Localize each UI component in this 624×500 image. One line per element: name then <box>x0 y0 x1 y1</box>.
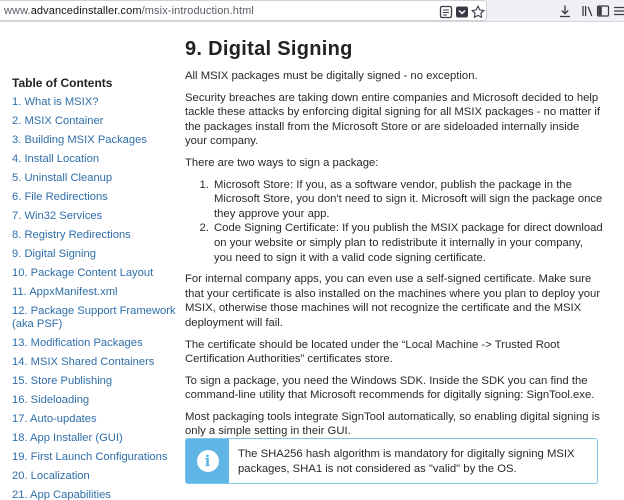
bookmark-star-icon[interactable] <box>470 4 486 20</box>
toc-item[interactable]: 17. Auto-updates <box>12 413 97 425</box>
menu-icon[interactable] <box>611 3 624 19</box>
url-text[interactable] <box>4 5 254 17</box>
signing-methods-list <box>212 178 603 266</box>
certificate-store-paragraph: The certificate should be located under the “Local Machine -> Trusted Root Certification Authorities” certificates store. <box>185 338 560 366</box>
toc-title: Table of Contents <box>12 76 113 90</box>
info-callout <box>185 438 598 484</box>
toc-item[interactable]: 2. MSIX Container <box>12 115 104 127</box>
windows-sdk-paragraph: To sign a package, you need the Windows SDK. Inside the SDK you can find the command-line utility that Microsoft recommends for digitally signing: SignTool.exe. <box>185 374 595 402</box>
toc-item[interactable]: 18. App Installer (GUI) <box>12 432 123 444</box>
toc-item[interactable]: 6. File Redirections <box>12 191 108 203</box>
toc-list <box>12 96 178 500</box>
toc-item[interactable]: 19. First Launch Configurations <box>12 451 168 463</box>
packaging-tools-paragraph: Most packaging tools integrate SignTool automatically, so enabling digital signing is only a simple setting in their GUI. <box>185 410 600 438</box>
toc-item[interactable]: 21. App Capabilities <box>12 489 111 500</box>
callout-text: The SHA256 hash algorithm is mandatory for digitally signing MSIX packages, SHA1 is not considered as "valid" by the OS. <box>238 448 575 475</box>
toc-item[interactable]: 8. Registry Redirections <box>12 229 131 241</box>
main-content <box>185 36 603 446</box>
list-item: 1. Microsoft Store: If you, as a software vendor, publish the package in the Microsoft Store, you don't need to sign it. Microsoft will sign the package once they approve your app. <box>212 178 603 222</box>
toc-item[interactable]: 11. AppxManifest.xml <box>12 286 118 298</box>
toc-item[interactable]: 9. Digital Signing <box>12 248 96 260</box>
toc-item[interactable]: 10. Package Content Layout <box>12 267 154 279</box>
toc-item[interactable]: 7. Win32 Services <box>12 210 103 222</box>
url-bar[interactable] <box>0 0 487 21</box>
save-to-pocket-icon[interactable] <box>454 4 470 20</box>
url-path: /msix-introduction.html <box>141 5 254 17</box>
sidebars-icon[interactable] <box>595 3 611 19</box>
browser-toolbar <box>0 0 624 22</box>
library-icon[interactable] <box>580 3 596 19</box>
toc-item[interactable]: 16. Sideloading <box>12 394 90 406</box>
toc-item[interactable]: 15. Store Publishing <box>12 375 113 387</box>
self-signed-paragraph: For internal company apps, you can even use a self-signed certificate. Make sure that your certificate is also installed on the machines where you plan to deploy your MSIX, otherwise those machines will not recognize the certificate and the MSIX deployment will fail. <box>185 273 601 329</box>
callout-icon-box <box>186 439 229 483</box>
url-host: advancedinstaller.com <box>30 5 142 17</box>
toc-item[interactable]: 1. What is MSIX? <box>12 96 99 108</box>
toc-item[interactable]: 20. Localization <box>12 470 90 482</box>
toc-item[interactable]: 4. Install Location <box>12 153 100 165</box>
toc-item[interactable]: 3. Building MSIX Packages <box>12 134 147 146</box>
reader-view-icon[interactable] <box>438 4 454 20</box>
toc-item[interactable]: 12. Package Support Framework (aka PSF) <box>12 305 176 330</box>
toc-item[interactable]: 5. Uninstall Cleanup <box>12 172 113 184</box>
toc-item[interactable]: 13. Modification Packages <box>12 337 143 349</box>
info-icon: i <box>197 450 219 472</box>
page-title: 9. Digital Signing <box>185 38 353 60</box>
list-item: 2. Code Signing Certificate: If you publish the MSIX package for direct download on your website or simply plan to redistribute it internally in your company, you need to sign it with a valid code signing certificate. <box>212 221 603 265</box>
intro-paragraph: All MSIX packages must be digitally signed - no exception. <box>185 70 478 82</box>
toc-item[interactable]: 14. MSIX Shared Containers <box>12 356 155 368</box>
table-of-contents <box>12 76 178 500</box>
url-prefix: www. <box>4 5 31 17</box>
ways-paragraph: There are two ways to sign a package: <box>185 156 379 169</box>
security-paragraph: Security breaches are taking down entire companies and Microsoft decided to help tackle these attacks by enforcing digital signing for all MSIX packages - no matter if the packages install from the Microsoft Store or are sideloaded internally inside your company. <box>185 91 601 148</box>
download-icon[interactable] <box>557 3 573 19</box>
